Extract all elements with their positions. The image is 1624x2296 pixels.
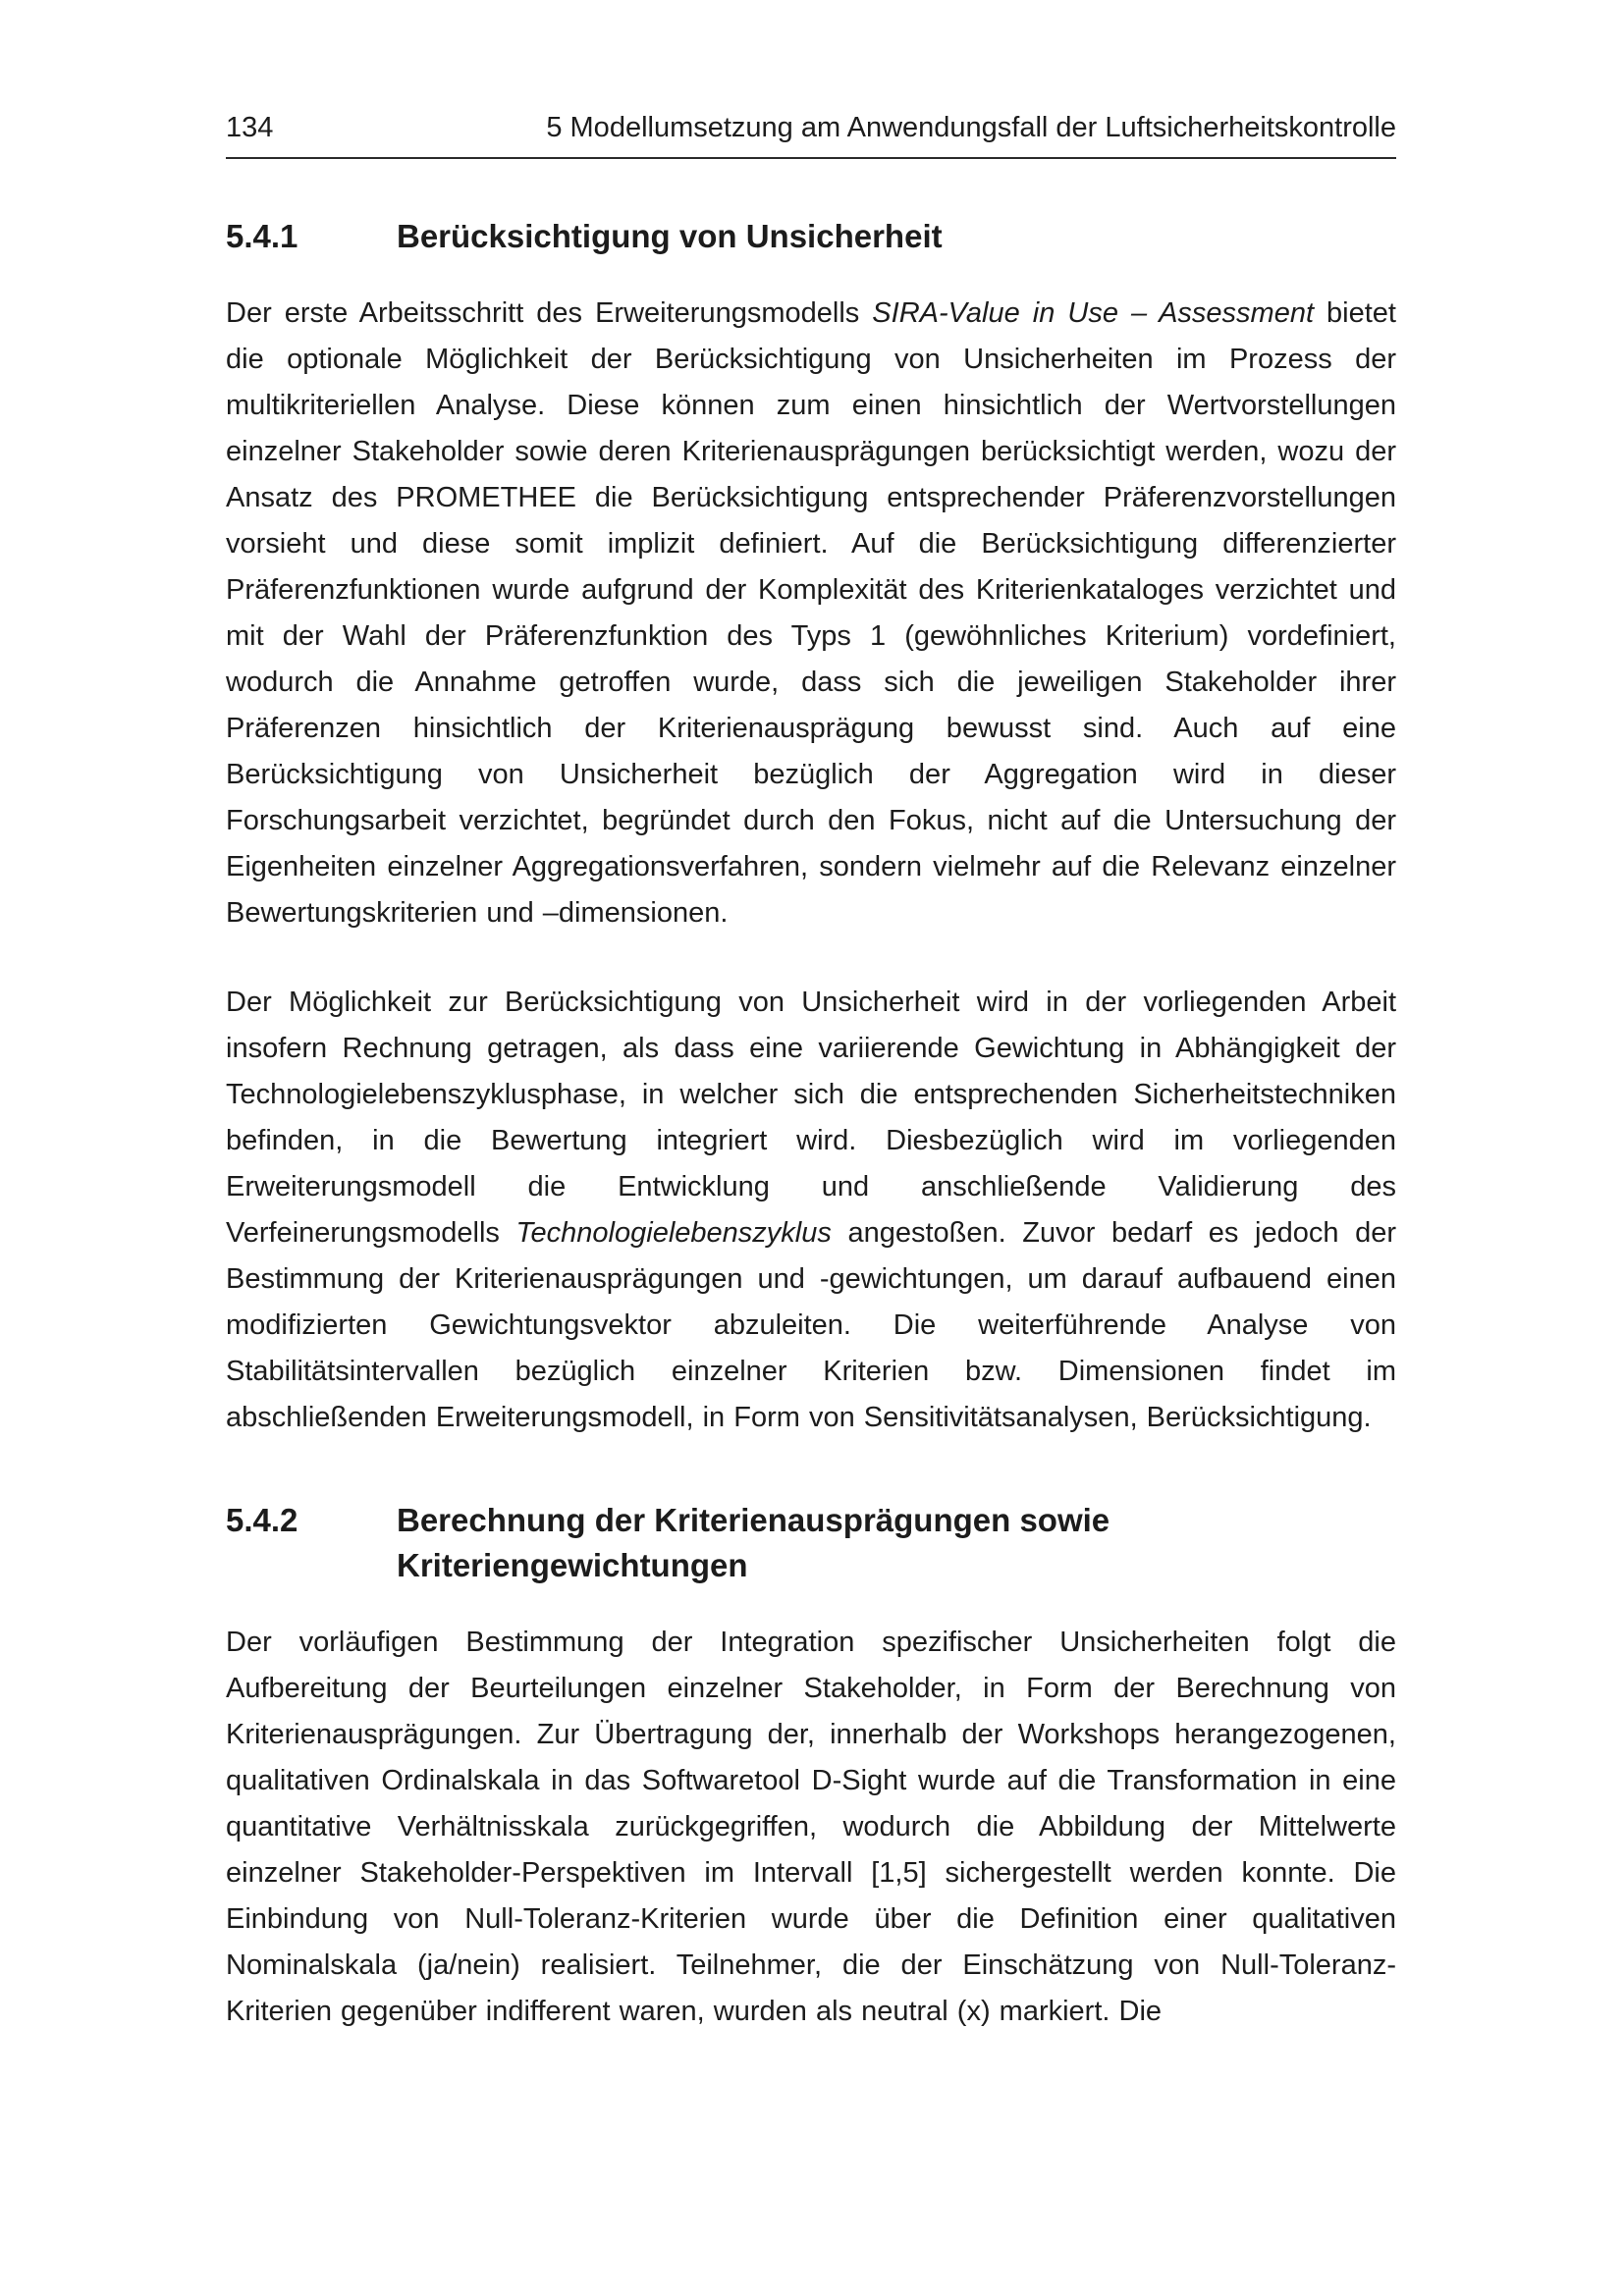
running-header-chapter-title: 5 Modellumsetzung am Anwendungsfall der Luftsicherheitskontrolle (546, 112, 1396, 143)
page-number: 134 (226, 112, 274, 143)
section-title-542-line1: Berechnung der Kriterienausprägungen sowie (397, 1502, 1110, 1538)
section-heading-542 (226, 1498, 1396, 1588)
section-title-542 (397, 1498, 1396, 1588)
section-number-542: 5.4.2 (226, 1502, 298, 1538)
section-heading-541 (226, 214, 1396, 259)
section-number-541: 5.4.1 (226, 218, 298, 254)
section-title-541: Berücksichtigung von Unsicherheit (397, 218, 943, 254)
paragraph-1: Der erste Arbeitsschritt des Erweiterungsmodells SIRA-Value in Use – Assessment bietet die optionale Möglichkeit der Berücksichtigung von Unsicherheiten im Prozess der multikriteriellen Analyse. Diese können zum einen hinsichtlich der Wertvorstellungen einzelner Stakeholder sowie deren Kriterienausprägungen berücksichtigt werden, wozu der Ansatz des PROMETHEE die Berücksichtigung entsprechender Präferenzvorstellungen vorsieht und diese somit implizit definiert. Auf die Berücksichtigung differenzierter Präferenzfunktionen wurde aufgrund der Komplexität des Kriterienkataloges verzichtet und mit der Wahl der Präferenzfunktion des Typs 1 (gewöhnliches Kriterium) vordefiniert, wodurch die Annahme getroffen wurde, dass sich die jeweiligen Stakeholder ihrer Präferenzen hinsichtlich der Kriterienausprägung bewusst sind. Auch auf eine Berücksichtigung von Unsicherheit bezüglich der Aggregation wird in dieser Forschungsarbeit verzichtet, begründet durch den Fokus, nicht auf die Untersuchung der Eigenheiten einzelner Aggregationsverfahren, sondern vielmehr auf die Relevanz einzelner Bewertungskriterien und –dimensionen. (226, 297, 1396, 929)
paragraph-3: Der vorläufigen Bestimmung der Integration spezifischer Unsicherheiten folgt die Aufbereitung der Beurteilungen einzelner Stakeholder, in Form der Berechnung von Kriterienausprägungen. Zur Übertragung der, innerhalb der Workshops herangezogenen, qualitativen Ordinalskala in das Softwaretool D-Sight wurde auf die Transformation in eine quantitative Verhältnisskala zurückgegriffen, wodurch die Abbildung der Mittelwerte einzelner Stakeholder-Perspektiven im Intervall [1,5] sichergestellt werden konnte. Die Einbindung von Null-Toleranz-Kriterien wurde über die Definition einer qualitativen Nominalskala (ja/nein) realisiert. Teilnehmer, die der Einschätzung von Null-Toleranz-Kriterien gegenüber indifferent waren, wurden als neutral (x) markiert. Die (226, 1627, 1396, 2027)
section-title-542-line2: Kriteriengewichtungen (397, 1547, 748, 1583)
paragraph-2: Der Möglichkeit zur Berücksichtigung von Unsicherheit wird in der vorliegenden Arbeit insofern Rechnung getragen, als dass eine variierende Gewichtung in Abhängigkeit der Technologielebenszyklusphase, in welcher sich die entsprechenden Sicherheitstechniken befinden, in die Bewertung integriert wird. Diesbezüglich wird im vorliegenden Erweiterungsmodell die Entwicklung und anschließende Validierung des Verfeinerungsmodells Technologielebenszyklus angestoßen. Zuvor bedarf es jedoch der Bestimmung der Kriterienausprägungen und -gewichtungen, um darauf aufbauend einen modifizierten Gewichtungsvektor abzuleiten. Die weiterführende Analyse von Stabilitätsintervallen bezüglich einzelner Kriterien bzw. Dimensionen findet im abschließenden Erweiterungsmodell, in Form von Sensitivitätsanalysen, Berücksichtigung. (226, 987, 1396, 1433)
running-header (226, 110, 1396, 159)
